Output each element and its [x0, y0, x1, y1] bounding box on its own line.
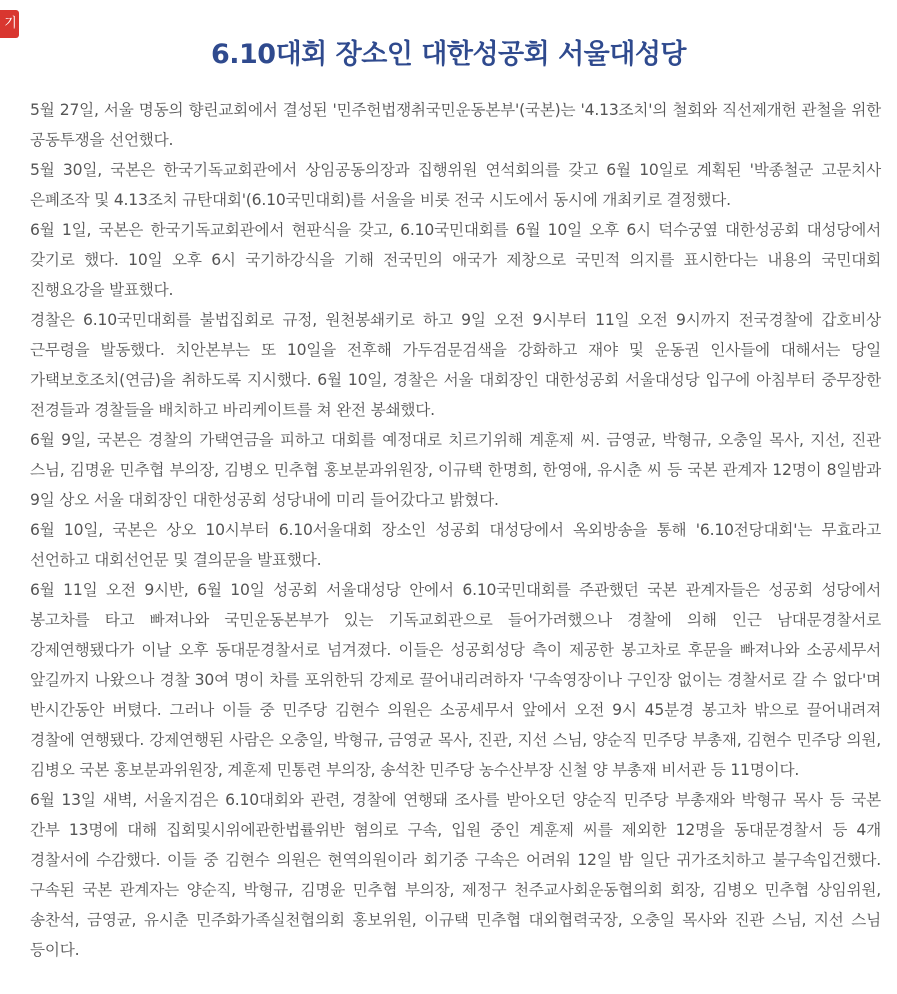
page-title: 6.10대회 장소인 대한성공회 서울대성당: [210, 39, 687, 70]
article-paragraph: 경찰은 6.10국민대회를 불법집회로 규정, 원천봉쇄키로 하고 9일 오전 9시부터 11일 오전 9시까지 전국경찰에 갑호비상 근무령을 발동했다. 치안본부는 또 10일을 전후해 가두검문검색을 강화하고 재야 및 운동권 인사들에 대해서는 당일 가택보호조치(연금)을 취하도록 지시했다. 6월 10일, 경찰은 서울 대회장인 대한성공회 서울대성당 입구에 아침부터 중무장한 전경들과 경찰들을 배치하고 바리케이트를 쳐 완전 봉쇄했다.: [30, 311, 881, 419]
article-paragraph: 5월 27일, 서울 명동의 향린교회에서 결성된 '민주헌법쟁취국민운동본부'(국본)는 '4.13조치'의 철회와 직선제개헌 관철을 위한 공동투쟁을 선언했다.: [30, 101, 881, 149]
article-paragraph: 6월 13일 새벽, 서울지검은 6.10대회와 관련, 경찰에 연행돼 조사를 받아오던 양순직 민주당 부총재와 박형규 목사 등 국본 간부 13명에 대해 집회및시위에관한법률위반 혐의로 구속, 입원 중인 계훈제 씨를 제외한 12명을 동대문경찰서 등 4개 경찰서에 수감했다. 이들 중 김현수 의원은 현역의원이라 회기중 구속은 어려워 12일 밤 일단 귀가조치하고 불구속입건했다. 구속된 국본 관계자는 양순직, 박형규, 김명윤 민추협 부의장, 제정구 천주교사회운동협의회 회장, 김병오 민추협 상임위원, 송찬석, 금영균, 유시춘 민주화가족실천협의회 홍보위원, 이규택 민추협 대외협력국장, 오충일 목사와 진관 스님, 지선 스님 등이다.: [30, 791, 881, 959]
article-paragraph: 5월 30일, 국본은 한국기독교회관에서 상임공동의장과 집행위원 연석회의를 갖고 6월 10일로 계획된 '박종철군 고문치사 은폐조작 및 4.13조치 규탄대회'(6.10국민대회)를 서울을 비롯 전국 시도에서 동시에 개최키로 결정했다.: [30, 161, 881, 209]
article-paragraph: 6월 1일, 국본은 한국기독교회관에서 현판식을 갖고, 6.10국민대회를 6월 10일 오후 6시 덕수궁옆 대한성공회 대성당에서 갖기로 했다. 10일 오후 6시 국기하강식을 기해 전국민의 애국가 제창으로 국민적 의지를 표시한다는 내용의 국민대회 진행요강을 발표했다.: [30, 221, 881, 299]
article-paragraph: 6월 10일, 국본은 상오 10시부터 6.10서울대회 장소인 성공회 대성당에서 옥외방송을 통해 '6.10전당대회'는 무효라고 선언하고 대회선언문 및 결의문을 발표했다.: [30, 521, 881, 569]
article-paragraph: 6월 9일, 국본은 경찰의 가택연금을 피하고 대회를 예정대로 치르기위해 계훈제 씨. 금영균, 박형규, 오충일 목사, 지선, 진관 스님, 김명윤 민추협 부의장, 김병오 민추협 홍보분과위원장, 이규택 한명희, 한영애, 유시춘 씨 등 국본 관계자 12명이 8일밤과 9일 상오 서울 대회장인 대한성공회 성당내에 미리 들어갔다고 밝혔다.: [30, 431, 881, 509]
article-body: [30, 95, 881, 965]
article-paragraph: 6월 11일 오전 9시반, 6월 10일 성공회 서울대성당 안에서 6.10국민대회를 주관했던 국본 관계자들은 성공회 성당에서 봉고차를 타고 빠져나와 국민운동본부가 있는 기독교회관으로 들어가려했으나 경찰에 의해 인근 남대문경찰서로 강제연행됐다가 이날 오후 동대문경찰서로 넘겨졌다. 이들은 성공회성당 측이 제공한 봉고차로 후문을 빠져나와 소공세무서 앞길까지 나왔으나 경찰 30여 명이 차를 포위한뒤 강제로 끌어내리려하자 '구속영장이나 구인장 없이는 경찰서로 갈 수 없다'며 반시간동안 버텼다. 그러나 이들 중 민주당 김현수 의원은 소공세무서 앞에서 오전 9시 45분경 봉고차 밖으로 끌어내려져 경찰에 연행됐다. 강제연행된 사람은 오충일, 박형규, 금영균 목사, 진관, 지선 스님, 양순직 민주당 부총재, 김현수 민주당 의원, 김병오 국본 홍보분과위원장, 계훈제 민통련 부의장, 송석찬 민주당 농수산부장 신철 양 부총재 비서관 등 11명이다.: [30, 581, 881, 779]
category-tag[interactable]: 기: [0, 10, 19, 38]
